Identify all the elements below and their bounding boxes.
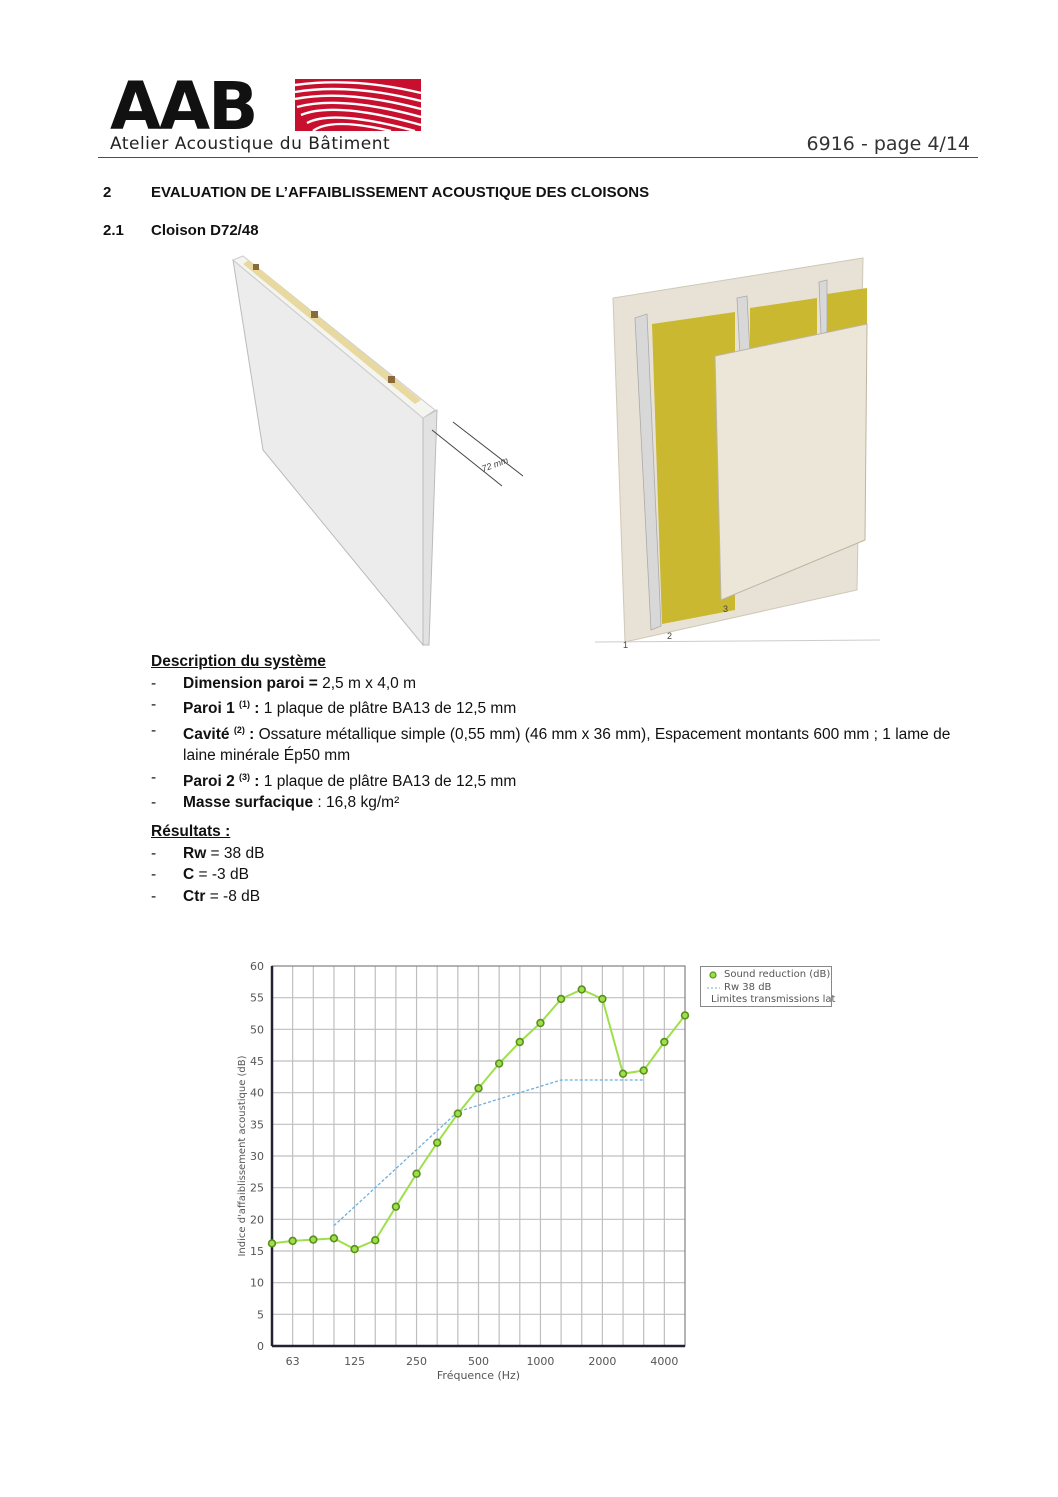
subsection-number: 2.1: [103, 222, 124, 239]
y-tick-label: 50: [250, 1023, 264, 1037]
result-item: [151, 864, 551, 886]
y-tick-label: 25: [250, 1181, 264, 1195]
result-label: Ctr: [183, 887, 206, 905]
item-value: Ossature métallique simple (0,55 mm) (46 mm x 36 mm), Espacement montants 600 mm ; 1 lame de laine minérale Ép50 mm: [183, 725, 951, 764]
description-item: [151, 792, 951, 814]
legend-marker-icon: [707, 970, 720, 980]
result-item: [151, 843, 551, 865]
x-tick-label: 4000: [650, 1355, 679, 1368]
results-list: [151, 843, 551, 908]
y-tick-label: 0: [257, 1340, 264, 1353]
data-point: [496, 1060, 503, 1067]
data-point: [516, 1039, 523, 1046]
item-value: 1 plaque de plâtre BA13 de 12,5 mm: [259, 700, 517, 717]
item-value: 1 plaque de plâtre BA13 de 12,5 mm: [259, 772, 517, 790]
x-tick-label: 500: [468, 1355, 489, 1368]
x-tick-label: 125: [344, 1355, 366, 1368]
data-point: [289, 1237, 296, 1244]
y-tick-label: 35: [250, 1118, 264, 1132]
data-point: [331, 1235, 338, 1242]
item-label: Masse surfacique: [183, 794, 314, 811]
figure-label-3: 3: [723, 604, 729, 614]
result-value: = 38 dB: [206, 844, 265, 862]
item-label: Paroi 2 $^{(3)}$ :: [183, 771, 260, 790]
section-title: EVALUATION DE L’AFFAIBLISSEMENT ACOUSTIQUE DES CLOISONS: [151, 184, 650, 201]
data-point: [599, 996, 606, 1003]
data-point: [372, 1237, 379, 1244]
y-tick-label: 30: [250, 1150, 264, 1163]
data-point: [682, 1012, 689, 1019]
description-list: [151, 673, 951, 814]
data-point: [620, 1070, 627, 1077]
result-value: = -3 dB: [194, 866, 249, 883]
figure-label-2: 2: [667, 631, 673, 641]
section-number: 2: [103, 184, 112, 201]
wall-exploded-figure: [595, 250, 880, 650]
data-point: [269, 1240, 276, 1247]
subsection-title: Cloison D72/48: [151, 222, 259, 239]
y-tick-label: 15: [250, 1245, 264, 1258]
partition-3d-figure: [225, 250, 535, 650]
data-point: [393, 1203, 400, 1210]
figure-label-1: 1: [623, 640, 629, 650]
legend-dash-icon: [707, 983, 720, 993]
data-point: [578, 986, 585, 993]
data-point: [434, 1139, 441, 1146]
data-point: [640, 1067, 647, 1074]
x-tick-label: 63: [285, 1355, 300, 1368]
x-axis-title: Fréquence (Hz): [436, 1369, 521, 1382]
legend-item-lateral-limits: [707, 994, 836, 1007]
data-point: [475, 1085, 482, 1092]
result-value: = -8 dB: [205, 887, 261, 905]
data-point: [537, 1020, 544, 1027]
legend-label: Limites transmissions lat: [711, 994, 836, 1005]
legend-label: Rw 38 dB: [724, 981, 772, 993]
legend-item-sound-reduction: [707, 969, 831, 982]
description-item: [151, 767, 951, 793]
description-item: [151, 673, 951, 695]
logo-subtitle: Atelier Acoustique du Bâtiment: [110, 134, 391, 154]
page-reference: 6916 - page 4/14: [806, 133, 970, 155]
logo-stripes-icon: [295, 79, 421, 131]
item-label: Cavité $^{(2)}$ :: [183, 724, 255, 743]
legend-label: Sound reduction (dB): [724, 969, 831, 980]
result-label: Rw: [183, 844, 207, 862]
footnote-ref: (3): [239, 771, 250, 782]
data-point: [661, 1039, 668, 1046]
description-item: [151, 694, 951, 720]
y-tick-label: 20: [250, 1213, 264, 1227]
description-item: [151, 720, 951, 767]
footnote-ref: (1): [239, 699, 250, 709]
item-value: 2,5 m x 4,0 m: [317, 674, 416, 692]
y-tick-label: 40: [250, 1086, 264, 1100]
chart-legend: [700, 966, 836, 1007]
item-label: Paroi 1 $^{(1)}$ :: [183, 699, 260, 717]
data-point: [558, 996, 565, 1003]
y-tick-label: 10: [250, 1276, 264, 1290]
y-tick-label: 60: [250, 960, 264, 973]
item-label: Dimension paroi =: [183, 674, 318, 692]
sound-reduction-chart: [230, 955, 700, 1390]
result-item: [151, 886, 551, 908]
logo-wordmark: AAB: [110, 68, 257, 145]
results-block: [151, 821, 551, 907]
description-heading: Description du système: [151, 653, 326, 670]
legend-item-rw: [707, 982, 831, 995]
dimension-label: 72 mm: [480, 455, 510, 474]
system-description: [151, 651, 951, 814]
rw-reference-line: [334, 1080, 644, 1226]
x-tick-label: 1000: [526, 1355, 555, 1368]
data-point: [413, 1170, 420, 1177]
y-tick-label: 55: [250, 991, 264, 1005]
x-tick-label: 2000: [588, 1355, 617, 1368]
data-point: [351, 1246, 358, 1253]
footnote-ref: (2): [233, 724, 245, 735]
y-tick-label: 45: [250, 1055, 264, 1068]
y-tick-label: 5: [257, 1308, 264, 1322]
x-tick-label: 250: [406, 1355, 428, 1368]
data-point: [310, 1236, 317, 1243]
results-heading: Résultats :: [151, 823, 231, 840]
result-label: C: [183, 866, 195, 883]
data-point: [454, 1110, 461, 1117]
item-value: : 16,8 kg/m²: [313, 794, 400, 811]
header-divider: [98, 157, 978, 158]
y-axis-title: Indice d'affaiblissement acoustique (dB): [237, 1055, 248, 1257]
